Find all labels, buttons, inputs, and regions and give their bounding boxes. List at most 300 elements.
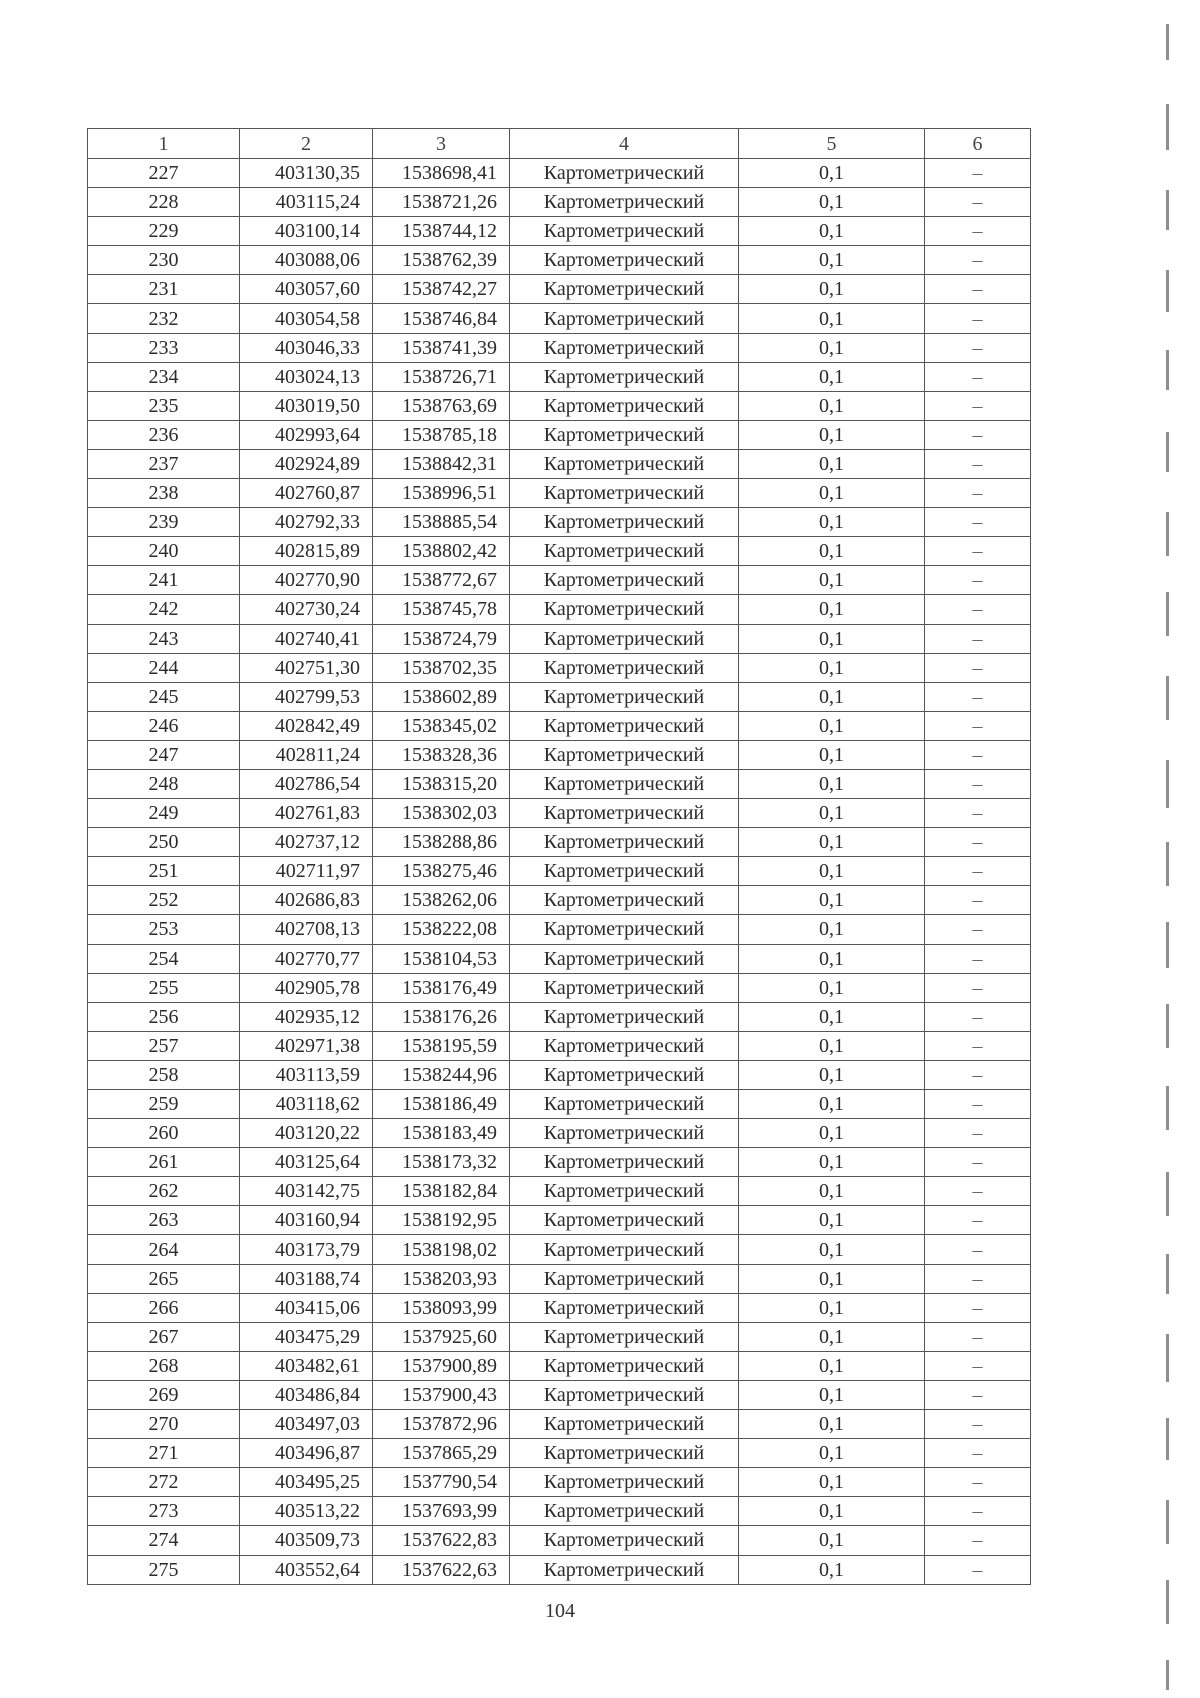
method-cell: Картометрический [510, 1497, 739, 1526]
note-cell: – [925, 537, 1031, 566]
table-row [88, 682, 1031, 711]
note-cell: – [925, 1090, 1031, 1119]
method-cell: Картометрический [510, 1293, 739, 1322]
coordinate-x-cell: 403486,84 [240, 1380, 373, 1409]
point-number-cell: 250 [88, 828, 240, 857]
coordinate-x-cell: 403496,87 [240, 1439, 373, 1468]
table-row [88, 508, 1031, 537]
point-number-cell: 254 [88, 944, 240, 973]
accuracy-cell: 0,1 [739, 508, 925, 537]
point-number-cell: 255 [88, 973, 240, 1002]
method-cell: Картометрический [510, 1380, 739, 1409]
coordinate-y-cell: 1538721,26 [373, 188, 510, 217]
method-cell: Картометрический [510, 1206, 739, 1235]
note-cell: – [925, 944, 1031, 973]
point-number-cell: 260 [88, 1119, 240, 1148]
accuracy-cell: 0,1 [739, 159, 925, 188]
table-row [88, 1468, 1031, 1497]
point-number-cell: 235 [88, 391, 240, 420]
method-cell: Картометрический [510, 1468, 739, 1497]
note-cell: – [925, 391, 1031, 420]
coordinate-y-cell: 1538195,59 [373, 1031, 510, 1060]
point-number-cell: 234 [88, 362, 240, 391]
point-number-cell: 228 [88, 188, 240, 217]
coordinate-y-cell: 1538262,06 [373, 886, 510, 915]
scan-edge-mark [1166, 1500, 1169, 1544]
method-cell: Картометрический [510, 624, 739, 653]
note-cell: – [925, 624, 1031, 653]
column-header-4: 4 [510, 129, 739, 159]
point-number-cell: 238 [88, 479, 240, 508]
table-row [88, 1410, 1031, 1439]
table-row [88, 944, 1031, 973]
column-header-3: 3 [373, 129, 510, 159]
coordinate-x-cell: 403115,24 [240, 188, 373, 217]
coordinate-x-cell: 402935,12 [240, 1002, 373, 1031]
accuracy-cell: 0,1 [739, 857, 925, 886]
coordinate-y-cell: 1538176,49 [373, 973, 510, 1002]
coordinate-x-cell: 403024,13 [240, 362, 373, 391]
method-cell: Картометрический [510, 391, 739, 420]
table-row [88, 1031, 1031, 1060]
note-cell: – [925, 449, 1031, 478]
accuracy-cell: 0,1 [739, 740, 925, 769]
table-row [88, 1206, 1031, 1235]
coordinate-x-cell: 403100,14 [240, 217, 373, 246]
method-cell: Картометрический [510, 275, 739, 304]
point-number-cell: 263 [88, 1206, 240, 1235]
point-number-cell: 267 [88, 1322, 240, 1351]
table-row [88, 391, 1031, 420]
method-cell: Картометрический [510, 799, 739, 828]
accuracy-cell: 0,1 [739, 624, 925, 653]
coordinate-y-cell: 1538742,27 [373, 275, 510, 304]
coordinate-y-cell: 1538183,49 [373, 1119, 510, 1148]
coordinate-y-cell: 1538772,67 [373, 566, 510, 595]
accuracy-cell: 0,1 [739, 217, 925, 246]
note-cell: – [925, 915, 1031, 944]
accuracy-cell: 0,1 [739, 1410, 925, 1439]
coordinate-y-cell: 1537872,96 [373, 1410, 510, 1439]
point-number-cell: 259 [88, 1090, 240, 1119]
point-number-cell: 231 [88, 275, 240, 304]
coordinate-x-cell: 402751,30 [240, 653, 373, 682]
note-cell: – [925, 479, 1031, 508]
table-row [88, 769, 1031, 798]
scan-edge-mark [1166, 1660, 1169, 1690]
method-cell: Картометрический [510, 857, 739, 886]
point-number-cell: 268 [88, 1351, 240, 1380]
table-row [88, 537, 1031, 566]
method-cell: Картометрический [510, 653, 739, 682]
accuracy-cell: 0,1 [739, 188, 925, 217]
note-cell: – [925, 188, 1031, 217]
table-row [88, 1148, 1031, 1177]
note-cell: – [925, 1380, 1031, 1409]
page-number: 104 [545, 1600, 575, 1622]
coordinate-x-cell: 403118,62 [240, 1090, 373, 1119]
table-row [88, 188, 1031, 217]
note-cell: – [925, 886, 1031, 915]
accuracy-cell: 0,1 [739, 973, 925, 1002]
scan-edge-mark [1166, 1334, 1169, 1382]
note-cell: – [925, 682, 1031, 711]
method-cell: Картометрический [510, 682, 739, 711]
coordinate-x-cell: 402708,13 [240, 915, 373, 944]
point-number-cell: 252 [88, 886, 240, 915]
method-cell: Картометрический [510, 537, 739, 566]
coordinate-y-cell: 1538785,18 [373, 420, 510, 449]
scan-edge-mark [1166, 1418, 1169, 1460]
point-number-cell: 237 [88, 449, 240, 478]
coordinate-x-cell: 403057,60 [240, 275, 373, 304]
coordinate-y-cell: 1538315,20 [373, 769, 510, 798]
accuracy-cell: 0,1 [739, 1235, 925, 1264]
coordinate-x-cell: 403552,64 [240, 1555, 373, 1584]
note-cell: – [925, 159, 1031, 188]
table-row [88, 1555, 1031, 1584]
coordinate-y-cell: 1538093,99 [373, 1293, 510, 1322]
scan-edge-mark [1166, 592, 1169, 636]
accuracy-cell: 0,1 [739, 391, 925, 420]
note-cell: – [925, 1468, 1031, 1497]
accuracy-cell: 0,1 [739, 449, 925, 478]
point-number-cell: 230 [88, 246, 240, 275]
coordinate-y-cell: 1538762,39 [373, 246, 510, 275]
note-cell: – [925, 740, 1031, 769]
accuracy-cell: 0,1 [739, 1497, 925, 1526]
accuracy-cell: 0,1 [739, 479, 925, 508]
coordinate-y-cell: 1538741,39 [373, 333, 510, 362]
accuracy-cell: 0,1 [739, 1555, 925, 1584]
coordinate-y-cell: 1538698,41 [373, 159, 510, 188]
method-cell: Картометрический [510, 740, 739, 769]
method-cell: Картометрический [510, 1031, 739, 1060]
note-cell: – [925, 595, 1031, 624]
coordinate-y-cell: 1538746,84 [373, 304, 510, 333]
point-number-cell: 233 [88, 333, 240, 362]
method-cell: Картометрический [510, 1148, 739, 1177]
note-cell: – [925, 1060, 1031, 1089]
accuracy-cell: 0,1 [739, 566, 925, 595]
accuracy-cell: 0,1 [739, 1439, 925, 1468]
scan-edge-mark [1166, 676, 1169, 720]
coordinate-x-cell: 402730,24 [240, 595, 373, 624]
scan-edge-mark [1166, 922, 1169, 968]
method-cell: Картометрический [510, 188, 739, 217]
coordinate-x-cell: 402740,41 [240, 624, 373, 653]
coordinate-x-cell: 403054,58 [240, 304, 373, 333]
note-cell: – [925, 1410, 1031, 1439]
accuracy-cell: 0,1 [739, 1264, 925, 1293]
table-header [88, 129, 1031, 159]
table-row [88, 1497, 1031, 1526]
coordinate-y-cell: 1538802,42 [373, 537, 510, 566]
point-number-cell: 257 [88, 1031, 240, 1060]
coordinate-y-cell: 1537790,54 [373, 1468, 510, 1497]
point-number-cell: 239 [88, 508, 240, 537]
table-row [88, 973, 1031, 1002]
point-number-cell: 251 [88, 857, 240, 886]
method-cell: Картометрический [510, 915, 739, 944]
accuracy-cell: 0,1 [739, 1119, 925, 1148]
note-cell: – [925, 769, 1031, 798]
method-cell: Картометрический [510, 769, 739, 798]
table-row [88, 1264, 1031, 1293]
scan-edge-mark [1166, 842, 1169, 886]
point-number-cell: 275 [88, 1555, 240, 1584]
accuracy-cell: 0,1 [739, 1322, 925, 1351]
coordinate-x-cell: 402770,90 [240, 566, 373, 595]
coordinate-x-cell: 403173,79 [240, 1235, 373, 1264]
note-cell: – [925, 1206, 1031, 1235]
accuracy-cell: 0,1 [739, 275, 925, 304]
accuracy-cell: 0,1 [739, 944, 925, 973]
coordinate-x-cell: 402971,38 [240, 1031, 373, 1060]
coordinate-y-cell: 1538186,49 [373, 1090, 510, 1119]
point-number-cell: 273 [88, 1497, 240, 1526]
table-row [88, 799, 1031, 828]
coordinate-y-cell: 1537865,29 [373, 1439, 510, 1468]
scan-edge-mark [1166, 1254, 1169, 1294]
coordinate-y-cell: 1538345,02 [373, 711, 510, 740]
coordinate-y-cell: 1538275,46 [373, 857, 510, 886]
coordinate-x-cell: 403475,29 [240, 1322, 373, 1351]
coordinate-y-cell: 1538726,71 [373, 362, 510, 391]
coordinate-x-cell: 402924,89 [240, 449, 373, 478]
table-row [88, 449, 1031, 478]
coordinate-y-cell: 1538744,12 [373, 217, 510, 246]
accuracy-cell: 0,1 [739, 362, 925, 391]
accuracy-cell: 0,1 [739, 304, 925, 333]
point-number-cell: 249 [88, 799, 240, 828]
coordinate-y-cell: 1537622,63 [373, 1555, 510, 1584]
method-cell: Картометрический [510, 1119, 739, 1148]
note-cell: – [925, 1351, 1031, 1380]
note-cell: – [925, 1235, 1031, 1264]
method-cell: Картометрический [510, 1177, 739, 1206]
method-cell: Картометрический [510, 246, 739, 275]
table-row [88, 711, 1031, 740]
accuracy-cell: 0,1 [739, 246, 925, 275]
coordinate-x-cell: 402786,54 [240, 769, 373, 798]
coordinate-x-cell: 403509,73 [240, 1526, 373, 1555]
column-header-2: 2 [240, 129, 373, 159]
note-cell: – [925, 1497, 1031, 1526]
coordinate-x-cell: 403513,22 [240, 1497, 373, 1526]
scan-edge-mark [1166, 1004, 1169, 1048]
table-row [88, 1322, 1031, 1351]
accuracy-cell: 0,1 [739, 595, 925, 624]
point-number-cell: 240 [88, 537, 240, 566]
table-row [88, 275, 1031, 304]
note-cell: – [925, 1119, 1031, 1148]
coordinate-x-cell: 402760,87 [240, 479, 373, 508]
method-cell: Картометрический [510, 1555, 739, 1584]
table-row [88, 595, 1031, 624]
header-row [88, 129, 1031, 159]
accuracy-cell: 0,1 [739, 799, 925, 828]
accuracy-cell: 0,1 [739, 1002, 925, 1031]
note-cell: – [925, 246, 1031, 275]
point-number-cell: 253 [88, 915, 240, 944]
coordinate-y-cell: 1538182,84 [373, 1177, 510, 1206]
table-row [88, 1177, 1031, 1206]
coordinate-y-cell: 1538192,95 [373, 1206, 510, 1235]
method-cell: Картометрический [510, 711, 739, 740]
point-number-cell: 266 [88, 1293, 240, 1322]
method-cell: Картометрический [510, 217, 739, 246]
point-number-cell: 243 [88, 624, 240, 653]
coordinate-y-cell: 1537925,60 [373, 1322, 510, 1351]
point-number-cell: 246 [88, 711, 240, 740]
point-number-cell: 264 [88, 1235, 240, 1264]
accuracy-cell: 0,1 [739, 711, 925, 740]
method-cell: Картометрический [510, 1264, 739, 1293]
note-cell: – [925, 799, 1031, 828]
coordinate-x-cell: 402761,83 [240, 799, 373, 828]
coordinate-x-cell: 403188,74 [240, 1264, 373, 1293]
table-row [88, 246, 1031, 275]
accuracy-cell: 0,1 [739, 915, 925, 944]
coordinate-y-cell: 1538702,35 [373, 653, 510, 682]
column-header-6: 6 [925, 129, 1031, 159]
note-cell: – [925, 653, 1031, 682]
method-cell: Картометрический [510, 159, 739, 188]
note-cell: – [925, 420, 1031, 449]
method-cell: Картометрический [510, 595, 739, 624]
note-cell: – [925, 1264, 1031, 1293]
coordinate-x-cell: 402792,33 [240, 508, 373, 537]
scan-edge-marks [1160, 0, 1190, 1698]
note-cell: – [925, 1177, 1031, 1206]
coordinate-x-cell: 402905,78 [240, 973, 373, 1002]
accuracy-cell: 0,1 [739, 1526, 925, 1555]
point-number-cell: 271 [88, 1439, 240, 1468]
coordinate-x-cell: 403120,22 [240, 1119, 373, 1148]
scan-edge-mark [1166, 190, 1169, 230]
column-header-5: 5 [739, 129, 925, 159]
coordinate-x-cell: 403497,03 [240, 1410, 373, 1439]
method-cell: Картометрический [510, 566, 739, 595]
coordinate-y-cell: 1538222,08 [373, 915, 510, 944]
table-row [88, 1380, 1031, 1409]
coordinate-x-cell: 402799,53 [240, 682, 373, 711]
note-cell: – [925, 857, 1031, 886]
method-cell: Картометрический [510, 362, 739, 391]
coordinate-x-cell: 402842,49 [240, 711, 373, 740]
note-cell: – [925, 362, 1031, 391]
coordinate-x-cell: 403415,06 [240, 1293, 373, 1322]
coordinate-x-cell: 403130,35 [240, 159, 373, 188]
method-cell: Картометрический [510, 828, 739, 857]
table-row [88, 915, 1031, 944]
note-cell: – [925, 1293, 1031, 1322]
coordinate-y-cell: 1537622,83 [373, 1526, 510, 1555]
accuracy-cell: 0,1 [739, 1293, 925, 1322]
note-cell: – [925, 508, 1031, 537]
coordinate-y-cell: 1537900,43 [373, 1380, 510, 1409]
accuracy-cell: 0,1 [739, 653, 925, 682]
coordinate-x-cell: 402770,77 [240, 944, 373, 973]
table-row [88, 886, 1031, 915]
note-cell: – [925, 1322, 1031, 1351]
method-cell: Картометрический [510, 1410, 739, 1439]
accuracy-cell: 0,1 [739, 828, 925, 857]
note-cell: – [925, 1555, 1031, 1584]
scan-edge-mark [1166, 350, 1169, 390]
coordinate-y-cell: 1538885,54 [373, 508, 510, 537]
accuracy-cell: 0,1 [739, 1177, 925, 1206]
coordinate-x-cell: 403125,64 [240, 1148, 373, 1177]
accuracy-cell: 0,1 [739, 1380, 925, 1409]
scan-edge-mark [1166, 24, 1169, 60]
method-cell: Картометрический [510, 886, 739, 915]
point-number-cell: 232 [88, 304, 240, 333]
coordinate-x-cell: 402993,64 [240, 420, 373, 449]
table-row [88, 304, 1031, 333]
coordinate-x-cell: 403142,75 [240, 1177, 373, 1206]
coordinate-y-cell: 1538104,53 [373, 944, 510, 973]
method-cell: Картометрический [510, 304, 739, 333]
coordinate-y-cell: 1538288,86 [373, 828, 510, 857]
note-cell: – [925, 566, 1031, 595]
coordinate-x-cell: 402737,12 [240, 828, 373, 857]
note-cell: – [925, 1031, 1031, 1060]
accuracy-cell: 0,1 [739, 333, 925, 362]
note-cell: – [925, 1439, 1031, 1468]
point-number-cell: 270 [88, 1410, 240, 1439]
table-row [88, 828, 1031, 857]
coordinate-y-cell: 1538763,69 [373, 391, 510, 420]
coordinate-y-cell: 1538328,36 [373, 740, 510, 769]
method-cell: Картометрический [510, 420, 739, 449]
table-row [88, 1090, 1031, 1119]
coordinate-y-cell: 1537900,89 [373, 1351, 510, 1380]
table-row [88, 362, 1031, 391]
coordinate-x-cell: 403482,61 [240, 1351, 373, 1380]
coordinate-y-cell: 1538173,32 [373, 1148, 510, 1177]
table-row [88, 1439, 1031, 1468]
note-cell: – [925, 1526, 1031, 1555]
point-number-cell: 265 [88, 1264, 240, 1293]
point-number-cell: 261 [88, 1148, 240, 1177]
method-cell: Картометрический [510, 1235, 739, 1264]
accuracy-cell: 0,1 [739, 886, 925, 915]
coordinate-x-cell: 403113,59 [240, 1060, 373, 1089]
table-row [88, 159, 1031, 188]
note-cell: – [925, 828, 1031, 857]
note-cell: – [925, 217, 1031, 246]
method-cell: Картометрический [510, 449, 739, 478]
method-cell: Картометрический [510, 1002, 739, 1031]
accuracy-cell: 0,1 [739, 769, 925, 798]
coordinate-x-cell: 402815,89 [240, 537, 373, 566]
coordinate-y-cell: 1538244,96 [373, 1060, 510, 1089]
table-row [88, 857, 1031, 886]
accuracy-cell: 0,1 [739, 1351, 925, 1380]
note-cell: – [925, 973, 1031, 1002]
point-number-cell: 248 [88, 769, 240, 798]
point-number-cell: 229 [88, 217, 240, 246]
method-cell: Картометрический [510, 1090, 739, 1119]
accuracy-cell: 0,1 [739, 1031, 925, 1060]
method-cell: Картометрический [510, 1526, 739, 1555]
table-row [88, 1002, 1031, 1031]
method-cell: Картометрический [510, 333, 739, 362]
table-row [88, 1060, 1031, 1089]
note-cell: – [925, 275, 1031, 304]
